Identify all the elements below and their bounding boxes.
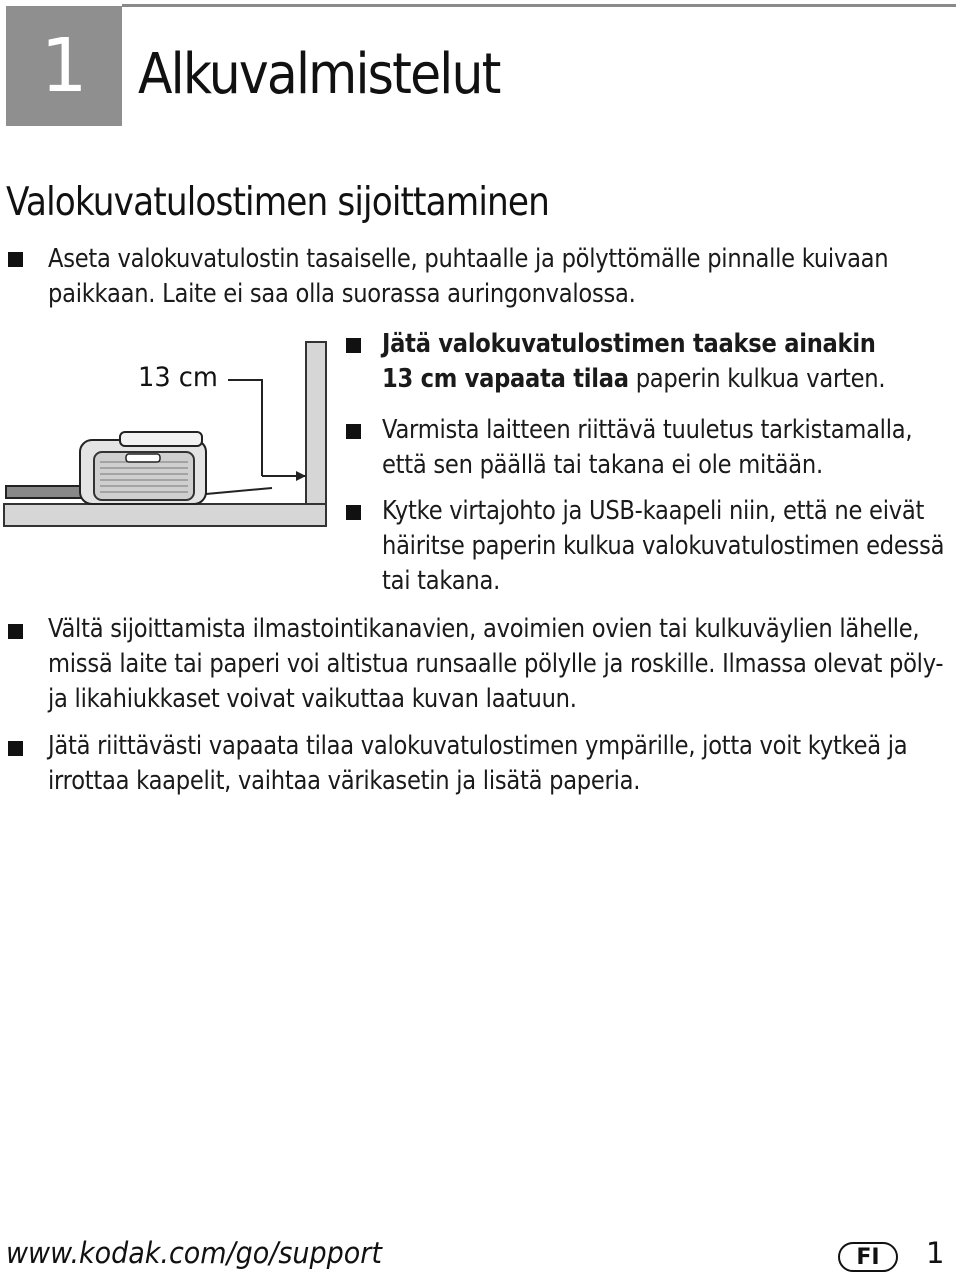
bullet-free-space bbox=[48, 729, 944, 799]
bullet-rear-clearance bbox=[382, 327, 956, 397]
bullet-line: tai takana. bbox=[382, 566, 501, 596]
bullet-square-icon bbox=[346, 424, 361, 439]
bullet-square-icon bbox=[346, 505, 361, 520]
section-title: Valokuvatulostimen sijoittaminen bbox=[6, 180, 549, 225]
bullet-line: että sen päällä tai takana ei ole mitään. bbox=[382, 450, 823, 480]
bullet-line: Varmista laitteen riittävä tuuletus tarkistamalla, bbox=[382, 415, 913, 445]
bullet-line: missä laite tai paperi voi altistua runsaalle pölylle ja roskille. Ilmassa olevat pöly- bbox=[48, 649, 944, 679]
page-number: 1 bbox=[926, 1236, 945, 1270]
bullet-line: Vältä sijoittamista ilmastointikanavien, avoimien ovien tai kulkuväylien lähelle, bbox=[48, 614, 920, 644]
language-badge: FI bbox=[838, 1242, 898, 1272]
bullet-line: irrottaa kaapelit, vaihtaa värikasetin ja lisätä paperia. bbox=[48, 766, 641, 796]
bullet-placement bbox=[48, 242, 909, 312]
support-url: www.kodak.com/go/support bbox=[6, 1236, 382, 1270]
bullet-ventilation bbox=[382, 413, 956, 483]
bullet-bold-text: 13 cm vapaata tilaa bbox=[382, 364, 629, 394]
chapter-title: Alkuvalmistelut bbox=[138, 42, 500, 107]
bullet-cables bbox=[382, 494, 956, 599]
bullet-square-icon bbox=[346, 338, 361, 353]
top-rule bbox=[122, 4, 956, 7]
bullet-bold-text: Jätä valokuvatulostimen taakse ainakin bbox=[382, 329, 876, 359]
chapter-number: 1 bbox=[6, 6, 122, 126]
bullet-line: Jätä riittävästi vapaata tilaa valokuvatulostimen ympärille, jotta voit kytkeä ja bbox=[48, 731, 908, 761]
bullet-dust bbox=[48, 612, 944, 717]
bullet-line: Kytke virtajohto ja USB-kaapeli niin, että ne eivät bbox=[382, 496, 925, 526]
bullet-line: paikkaan. Laite ei saa olla suorassa auringonvalossa. bbox=[48, 279, 636, 309]
bullet-line: Aseta valokuvatulostin tasaiselle, puhtaalle ja pölyttömälle pinnalle kuivaan bbox=[48, 244, 889, 274]
clearance-label: 13 cm bbox=[138, 362, 218, 393]
bullet-line: paperin kulkua varten. bbox=[628, 364, 886, 394]
bullet-line: ja likahiukkaset voivat vaikuttaa kuvan laatuun. bbox=[48, 684, 577, 714]
bullet-square-icon bbox=[8, 252, 23, 267]
bullet-square-icon bbox=[8, 741, 23, 756]
bullet-square-icon bbox=[8, 624, 23, 639]
bullet-line: häiritse paperin kulkua valokuvatulostimen edessä bbox=[382, 531, 945, 561]
